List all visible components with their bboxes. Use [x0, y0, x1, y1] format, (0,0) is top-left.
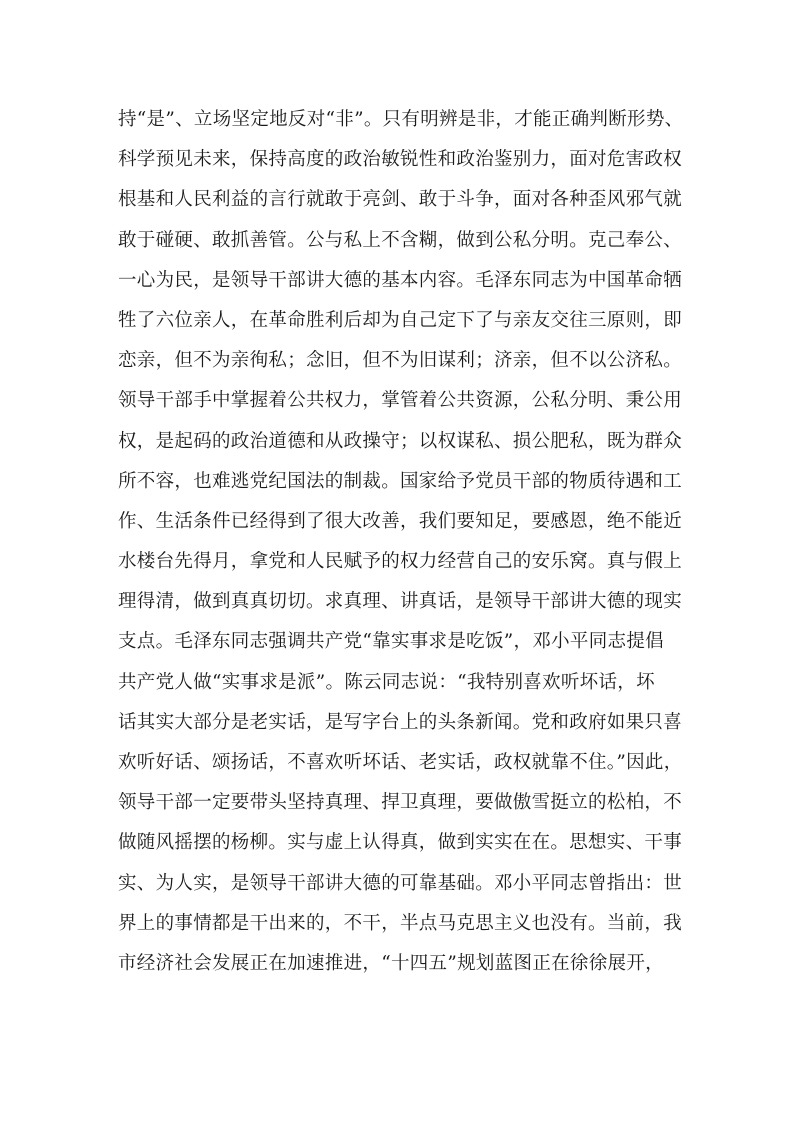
text-line: 恋亲，但不为亲徇私；念旧，但不为旧谋利；济亲，但不以公济私。 [118, 350, 683, 372]
text-line: 界上的事情都是干出来的，不干，半点马克思主义也没有。当前，我 [118, 912, 683, 934]
text-line: 领导干部一定要带头坚持真理、捍卫真理，要做傲雪挺立的松柏，不 [118, 792, 683, 814]
text-line: 话其实大部分是老实话，是写字台上的头条新闻。党和政府如果只喜 [118, 711, 683, 733]
text-line: 领导干部手中掌握着公共权力，掌管着公共资源，公私分明、秉公用 [118, 390, 683, 412]
text-line: 科学预见未来，保持高度的政治敏锐性和政治鉴别力，面对危害政权 [118, 149, 683, 171]
text-line: 欢听好话、颂扬话，不喜欢听坏话、老实话，政权就靠不住。”因此， [118, 752, 683, 773]
text-line: 市经济社会发展正在加速推进，“十四五”规划蓝图正在徐徐展开， [118, 952, 664, 974]
text-line: 理得清，做到真真切切。求真理、讲真话，是领导干部讲大德的现实 [118, 591, 683, 613]
text-line: 水楼台先得月，拿党和人民赋予的权力经营自己的安乐窝。真与假上 [118, 551, 683, 573]
text-line: 持“是”、立场坚定地反对“非”。只有明辨是非，才能正确判断形势、 [118, 109, 684, 130]
text-line: 共产党人做“实事求是派”。陈云同志说：“我特别喜欢听坏话，坏 [118, 671, 655, 693]
text-line: 权，是起码的政治道德和从政操守；以权谋私、损公肥私，既为群众 [118, 430, 683, 452]
text-line: 敢于碰硬、敢抓善管。公与私上不含糊，做到公私分明。克己奉公、 [118, 229, 683, 251]
text-line: 作、生活条件已经得到了很大改善，我们要知足，要感恩，绝不能近 [118, 510, 683, 532]
text-line: 所不容，也难逃党纪国法的制裁。国家给予党员干部的物质待遇和工 [118, 470, 683, 492]
text-line: 根基和人民利益的言行就敢于亮剑、敢于斗争，面对各种歪风邪气就 [118, 189, 683, 211]
text-line: 牲了六位亲人，在革命胜利后却为自己定下了与亲友交往三原则，即 [118, 309, 683, 331]
text-line: 支点。毛泽东同志强调共产党“靠实事求是吃饭”，邓小平同志提倡 [118, 631, 664, 653]
text-line: 实、为人实，是领导干部讲大德的可靠基础。邓小平同志曾指出：世 [118, 872, 683, 894]
text-line: 做随风摇摆的杨柳。实与虚上认得真，做到实实在在。思想实、干事 [118, 832, 683, 854]
body-text [118, 100, 690, 984]
text-line: 一心为民，是领导干部讲大德的基本内容。毛泽东同志为中国革命牺 [118, 269, 683, 291]
